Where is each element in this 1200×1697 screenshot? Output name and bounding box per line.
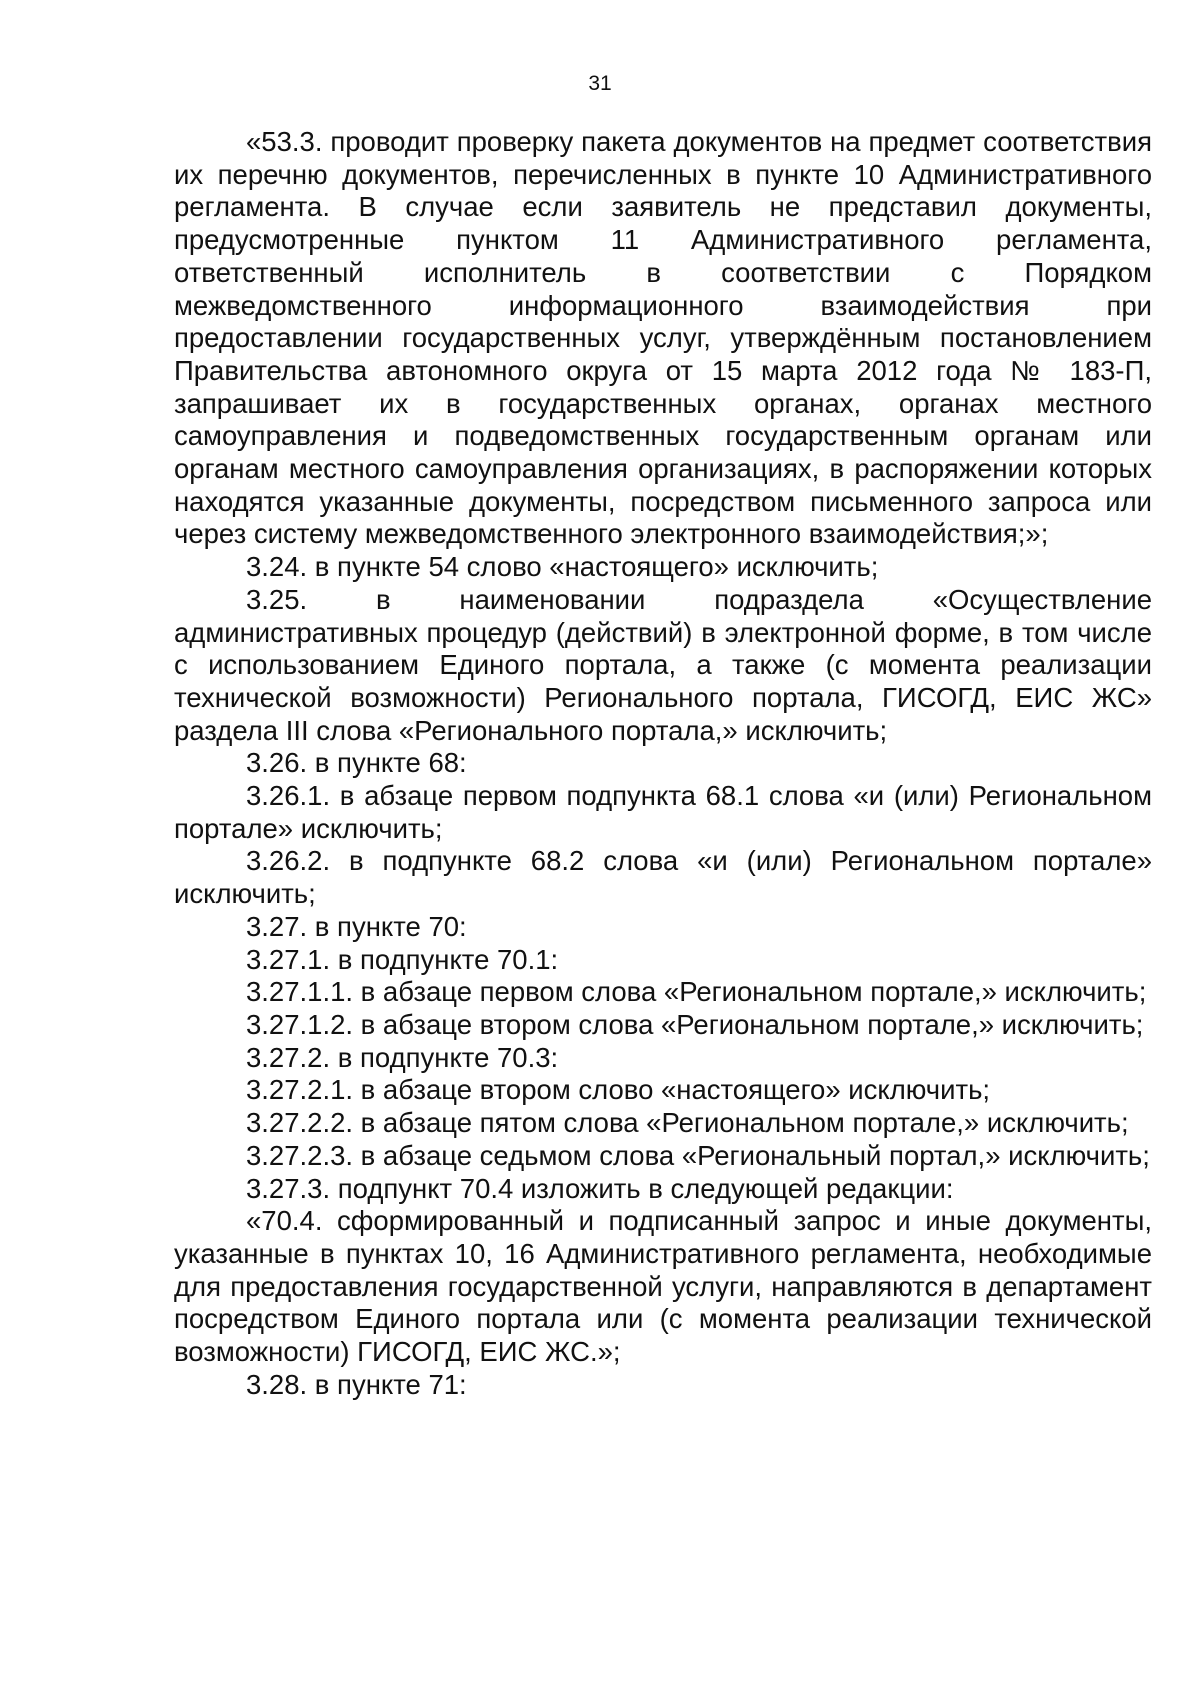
paragraph-3-27: 3.27. в пункте 70:	[246, 910, 467, 942]
paragraph-3-25: 3.25. в наименовании подраздела «Осуществление административных процедур (действий) в электронной форме, в том числе с использованием Единого портала, а также (с момента реализации технической возможности) Регионального портала, ГИСОГД, ЕИС ЖС» раздела III слова «Регионального портала,» исключить;	[174, 583, 1152, 746]
paragraph-3-27-1: 3.27.1. в подпункте 70.1:	[246, 943, 559, 975]
document-body	[174, 126, 1152, 1401]
paragraph-3-27-1-2: 3.27.1.2. в абзаце втором слова «Региональном портале,» исключить;	[246, 1008, 1144, 1040]
paragraph-3-27-2-2: 3.27.2.2. в абзаце пятом слова «Региональном портале,» исключить;	[246, 1107, 1129, 1139]
paragraph-3-26-2: 3.26.2. в подпункте 68.2 слова «и (или) Региональном портале» исключить;	[174, 845, 1152, 910]
paragraph-3-26-1: 3.26.1. в абзаце первом подпункта 68.1 слова «и (или) Региональном портале» исключить;	[174, 780, 1152, 844]
paragraph-3-27-3: 3.27.3. подпункт 70.4 изложить в следующей редакции:	[246, 1172, 954, 1204]
paragraph-3-28: 3.28. в пункте 71:	[246, 1368, 467, 1400]
paragraph-3-27-2: 3.27.2. в подпункте 70.3:	[246, 1041, 559, 1073]
paragraph-3-27-1-1: 3.27.1.1. в абзаце первом слова «Региональном портале,» исключить;	[246, 976, 1147, 1008]
paragraph-53-3: «53.3. проводит проверку пакета документов на предмет соответствия их перечню документов, перечисленных в пункте 10 Административного регламента. В случае если заявитель не представил документы, предусмотренные пунктом 11 Административного регламента, ответственный исполнитель в соответствии с Порядком межведомственного информационного взаимодействия при предоставлении государственных услуг, утверждённым постановлением Правительства автономного округа от 15 марта 2012 года № 183-П, запрашивает их в государственных органах, органах местного самоуправления и подведомственных государственным органам или органам местного самоуправления организациях, в распоряжении которых находятся указанные документы, посредством письменного запроса или через систему межведомственного электронного взаимодействия;»;	[174, 126, 1152, 550]
paragraph-70-4: «70.4. сформированный и подписанный запрос и иные документы, указанные в пунктах 10, 16 Административного регламента, необходимые для предоставления государственной услуги, направляются в департамент посредством Единого портала или (с момента реализации технической возможности) ГИСОГД, ЕИС ЖС.»;	[174, 1205, 1152, 1368]
paragraph-3-24: 3.24. в пункте 54 слово «настоящего» исключить;	[246, 551, 879, 583]
paragraph-3-27-2-1: 3.27.2.1. в абзаце втором слово «настоящего» исключить;	[246, 1074, 991, 1106]
paragraph-3-27-2-3: 3.27.2.3. в абзаце седьмом слова «Региональный портал,» исключить;	[246, 1139, 1150, 1171]
page-number: 31	[588, 72, 612, 95]
paragraph-3-26: 3.26. в пункте 68:	[246, 747, 467, 779]
